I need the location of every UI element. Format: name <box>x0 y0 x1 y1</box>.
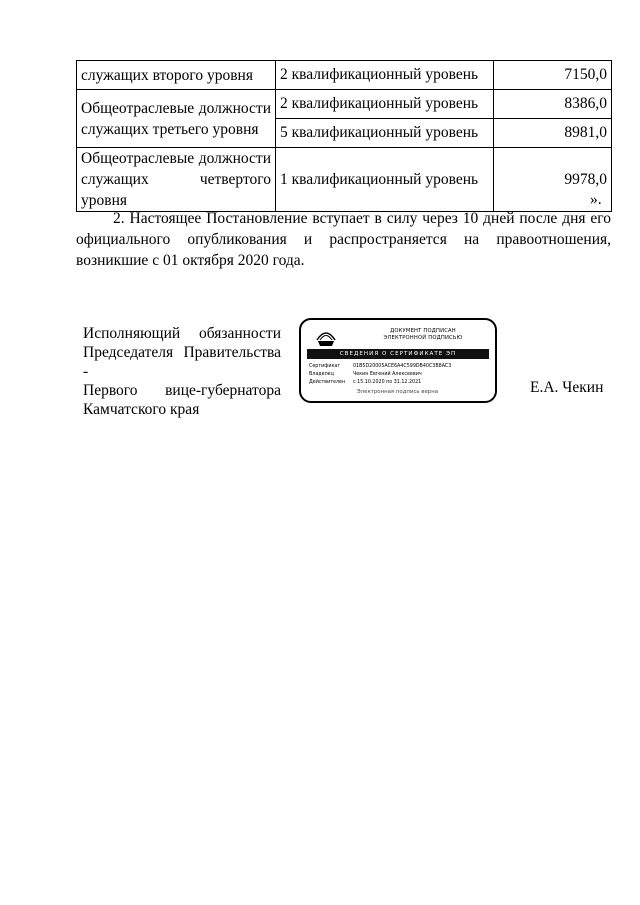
validity-label: Действителен <box>309 380 346 385</box>
table-row <box>77 61 612 90</box>
signer-title-line: Исполняющий обязанности <box>83 325 281 342</box>
owner-row <box>309 372 422 378</box>
position-group-cell <box>77 148 276 212</box>
position-group-cell: служащих второго уровня <box>77 61 276 90</box>
table-row <box>77 148 612 212</box>
closing-quote: ». <box>590 191 602 208</box>
signer-title-line: Первого вице-губернатора <box>83 382 281 399</box>
salary-amount-cell: 8386,0 <box>494 90 612 119</box>
effective-date-paragraph: 2. Настоящее Постановление вступает в силу через 10 дней после дня его официального опубликования и распространяется на правоотношения, возникшие с 01 октября 2020 года. <box>76 210 611 269</box>
signer-title <box>83 324 281 419</box>
qualification-level-cell: 2 квалификационный уровень <box>276 90 494 119</box>
salary-amount-cell: 7150,0 <box>494 61 612 90</box>
coat-of-arms-icon <box>315 328 337 348</box>
salary-table <box>76 60 612 212</box>
electronic-signature-stamp <box>299 318 497 403</box>
certificate-value: 01B5D20005ACE6A4C599DB40C3B8AC3 <box>353 364 452 369</box>
certificate-row <box>309 364 451 370</box>
group-line: служащих третьего уровня <box>81 120 259 138</box>
qualification-level-cell: 2 квалификационный уровень <box>276 61 494 90</box>
group-line: Общеотраслевые должности <box>81 150 271 167</box>
position-group-cell <box>77 90 276 148</box>
signer-name: Е.А. Чекин <box>530 379 604 396</box>
owner-label: Владелец <box>309 372 334 377</box>
signer-title-line: Председателя Правительства - <box>83 344 281 380</box>
certificate-info-band: СВЕДЕНИЯ О СЕРТИФИКАТЕ ЭП <box>307 349 489 359</box>
group-line: Общеотраслевые должности <box>81 99 271 117</box>
table-row <box>77 90 612 119</box>
validity-value: с 15.10.2020 по 31.12.2021 <box>353 380 422 385</box>
qualification-level-cell: 1 квалификационный уровень <box>276 148 494 212</box>
stamp-heading <box>353 328 493 342</box>
signature-valid-note: Электронная подпись верна <box>356 389 439 395</box>
qualification-level-cell: 5 квалификационный уровень <box>276 119 494 148</box>
validity-row <box>309 380 421 386</box>
stamp-heading-line: ЭЛЕКТРОННОЙ ПОДПИСЬЮ <box>383 335 463 341</box>
owner-value: Чекин Евгений Алексеевич <box>353 372 422 377</box>
signer-title-line: Камчатского края <box>83 401 200 418</box>
salary-amount-cell: 8981,0 <box>494 119 612 148</box>
group-line: служащих четвертого уровня <box>81 171 271 209</box>
stamp-heading-line: ДОКУМЕНТ ПОДПИСАН <box>390 328 456 334</box>
certificate-label: Сертификат <box>309 364 341 369</box>
salary-amount-cell: 9978,0 <box>494 148 612 212</box>
